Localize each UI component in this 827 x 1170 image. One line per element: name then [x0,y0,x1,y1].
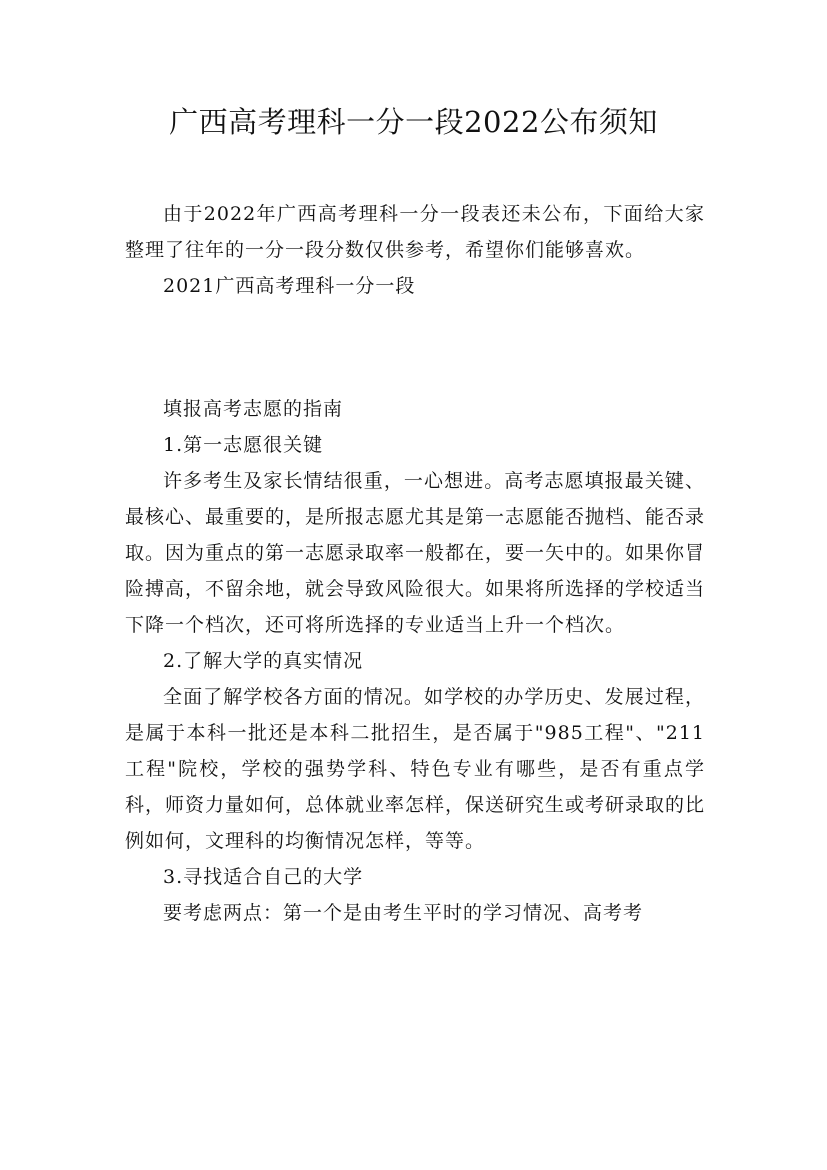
section-text-1: 许多考生及家长情结很重，一心想进。高考志愿填报最关键、最核心、最重要的，是所报志愿尤其是第一志愿能否抛档、能否录取。因为重点的第一志愿录取率一般都在，要一矢中的。如果你冒险搏高，不留余地，就会导致风险很大。如果将所选择的学校适当下降一个档次，还可将所选择的专业适当上升一个档次。 [125,470,706,636]
guide-heading: 填报高考志愿的指南 [163,398,344,420]
section-heading-3: 3.寻找适合自己的大学 [163,866,364,888]
section-text-2: 全面了解学校各方面的情况。如学校的办学历史、发展过程，是属于本科一批还是本科二批招生，是否属于"985工程"、"211工程"院校，学校的强势学科、特色专业有哪些，是否有重点学科，师资力量如何，总体就业率怎样，保送研究生或考研录取的比例如何，文理科的均衡情况怎样，等等。 [125,686,706,852]
table-placeholder [125,304,705,391]
document-title: 广西高考理科一分一段2022公布须知 [169,105,658,139]
section-heading-2: 2.了解大学的真实情况 [163,650,364,672]
document-body [125,196,705,931]
subheading-2021: 2021广西高考理科一分一段 [163,275,416,297]
intro-paragraph: 由于2022年广西高考理科一分一段表还未公布，下面给大家整理了往年的一分一段分数仅供参考，希望你们能够喜欢。 [125,203,705,261]
section-text-3: 要考虑两点：第一个是由考生平时的学习情况、高考考 [163,902,644,924]
section-heading-1: 1.第一志愿很关键 [163,434,324,456]
